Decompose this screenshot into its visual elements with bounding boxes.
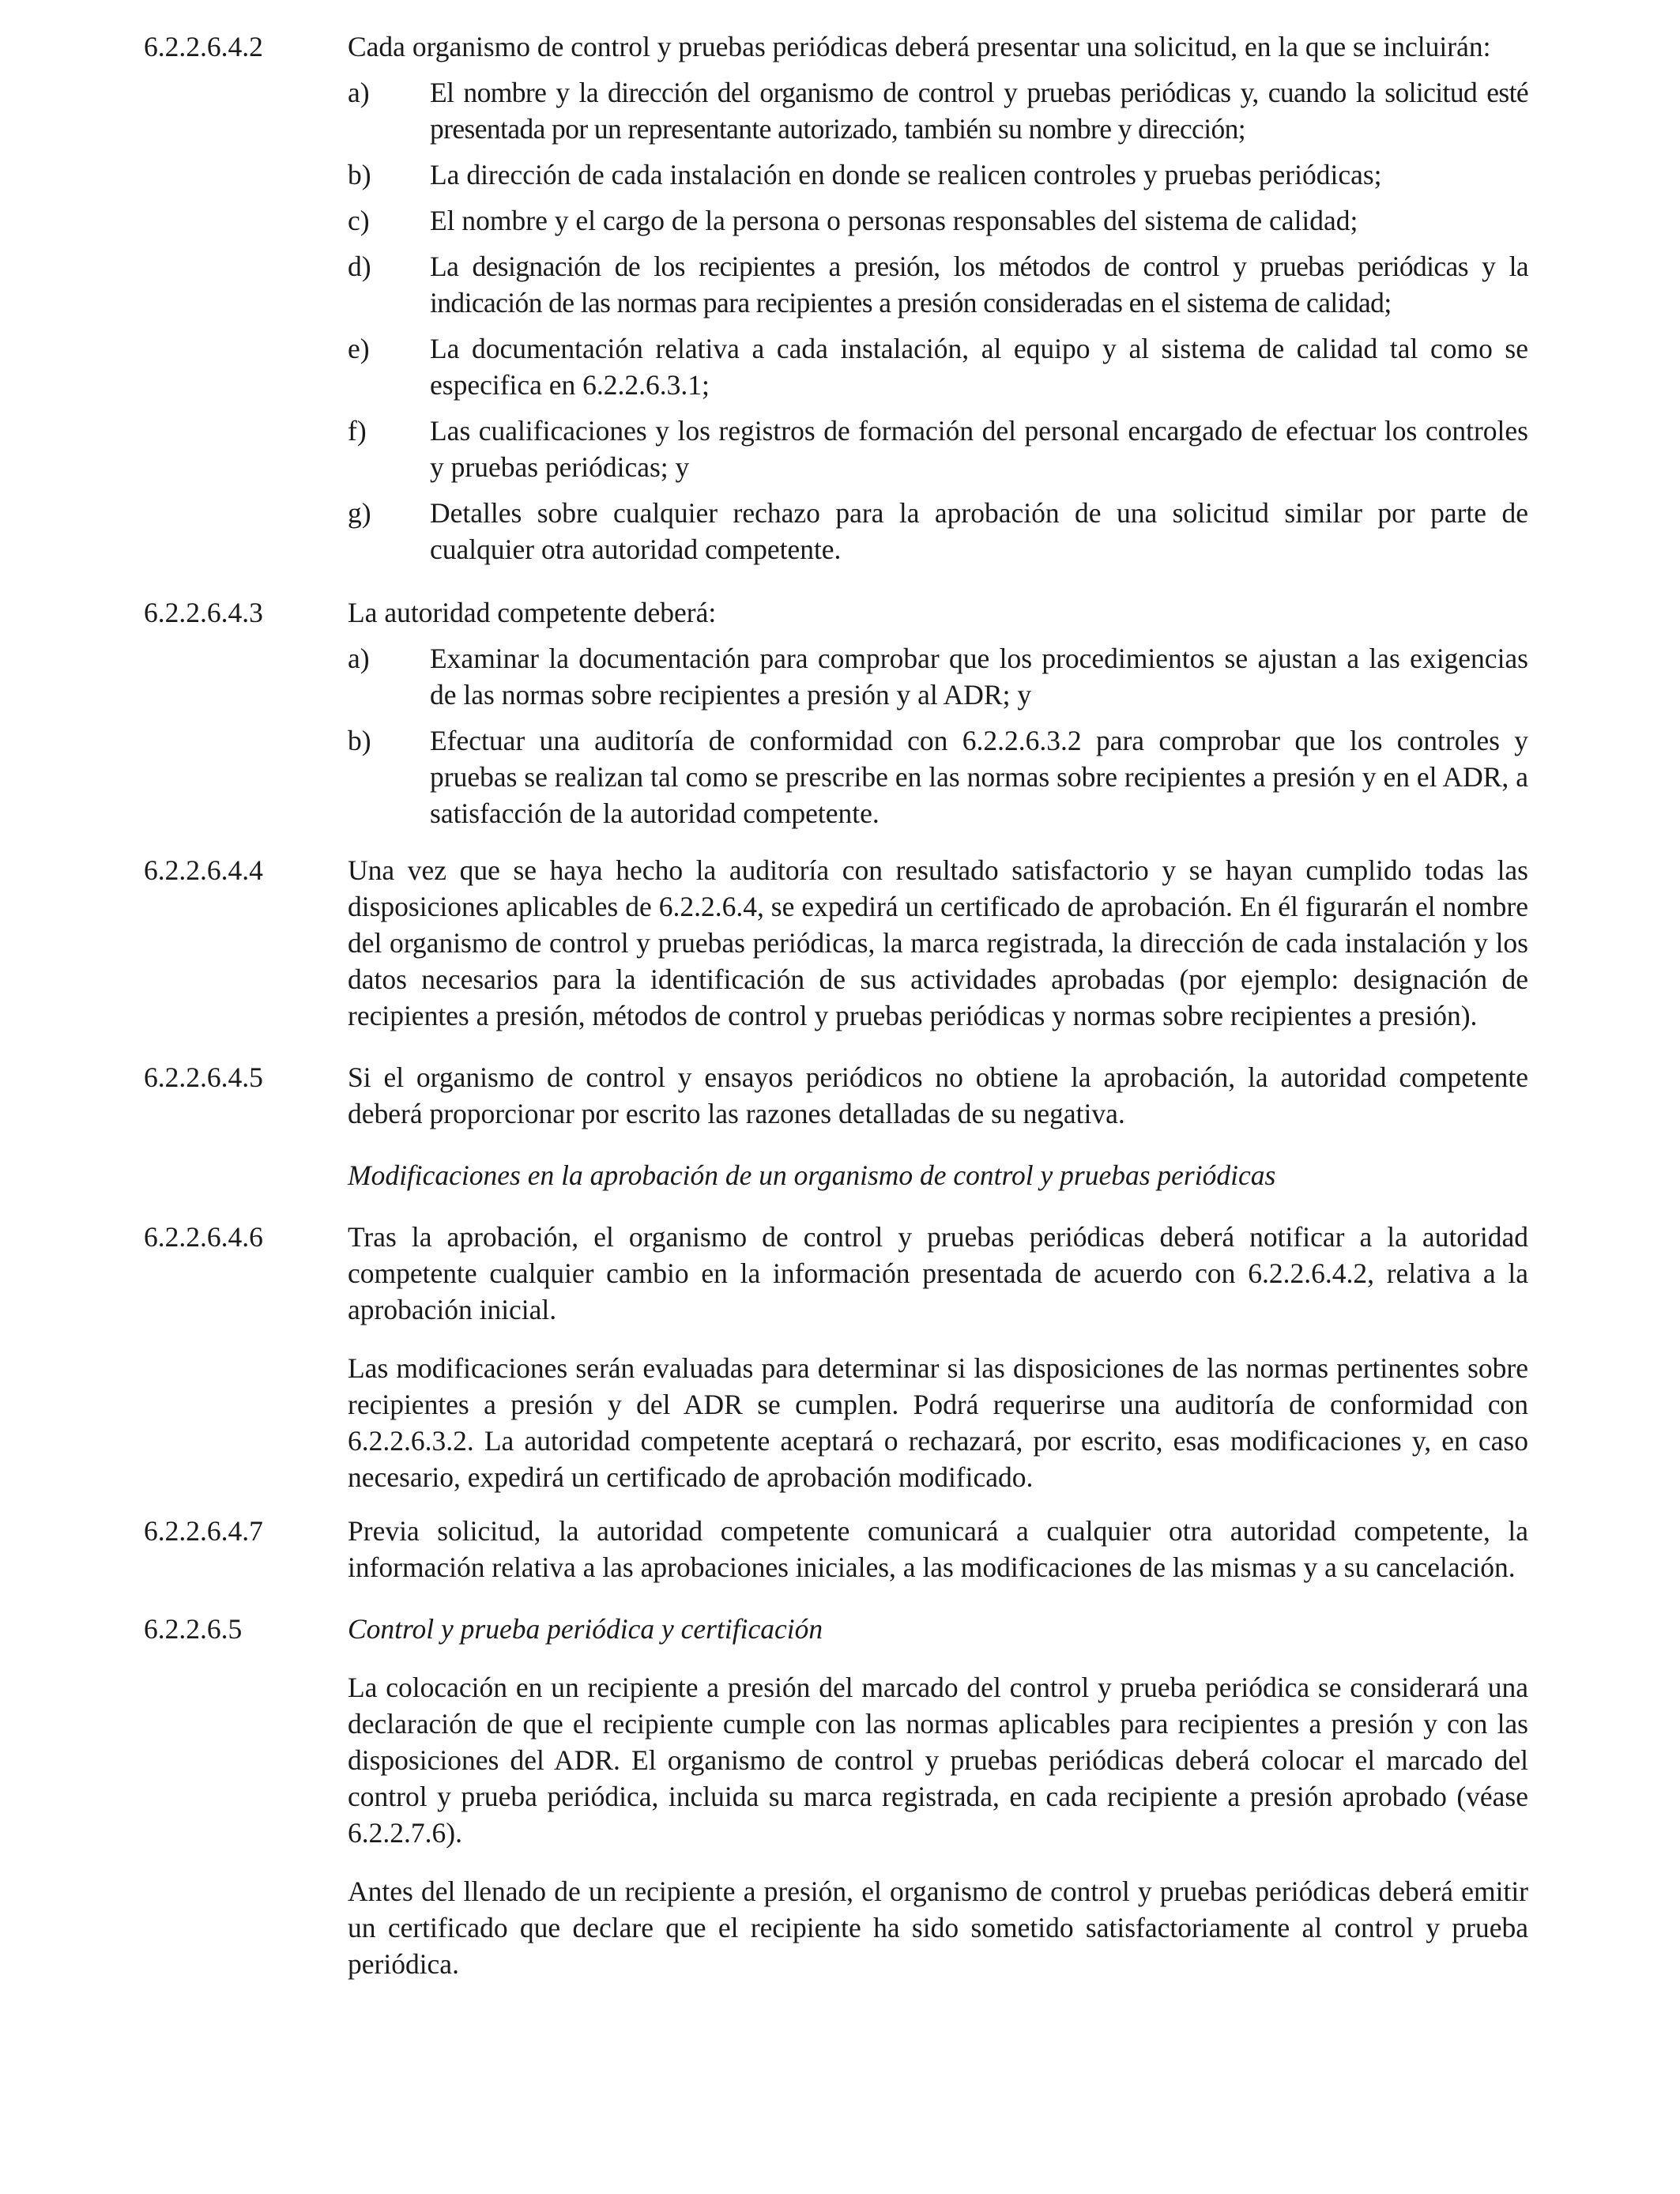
section-body (348, 28, 1528, 577)
section-text: Una vez que se haya hecho la auditoría con resultado satisfactorio y se hayan cumplido todas las disposiciones aplicables de 6.2.2.6.4, se expedirá un certificado de aprobación. En él figurarán el nombre del organismo de control y pruebas periódicas, la marca registrada, la dirección de cada instalación y los datos necesarios para la identificación de sus actividades aprobadas (por ejemplo: designación de recipientes a presión, métodos de control y pruebas periódicas y normas sobre recipientes a presión). (348, 854, 1528, 1031)
list-item (348, 202, 1528, 239)
item-text: Detalles sobre cualquier rechazo para la aprobación de una solicitud similar por parte de cualquier otra autoridad competente. (430, 497, 1528, 565)
section-body (348, 1611, 1528, 1982)
section-body (348, 1219, 1528, 1495)
section-6-2-2-6-4-5 (144, 1059, 1528, 1132)
section-heading: Control y prueba periódica y certificación (348, 1613, 823, 1645)
list-item (348, 640, 1528, 713)
section-6-2-2-6-4-6 (144, 1219, 1528, 1495)
section-6-2-2-6-5 (144, 1611, 1528, 1982)
list-item (348, 156, 1528, 193)
requirements-list (348, 74, 1528, 567)
section-number: 6.2.2.6.4.6 (144, 1221, 263, 1253)
section-text: Previa solicitud, la autoridad competente comunicará a cualquier otra autoridad competente, la información relativa a las aprobaciones iniciales, a las modificaciones de las mismas y a su cancelación. (348, 1515, 1528, 1583)
item-text: La designación de los recipientes a presión, los métodos de control y pruebas periódicas y la indicación de las normas para recipientes a presión consideradas en el sistema de calidad; (430, 251, 1528, 319)
section-text: Las modificaciones serán evaluadas para determinar si las disposiciones de las normas pertinentes sobre recipientes a presión y del ADR se cumplen. Podrá requerirse una auditoría de conformidad con 6.2.2.6.3.2. La autoridad competente aceptará o rechazará, por escrito, esas modificaciones y, en caso necesario, expedirá un certificado de aprobación modificado. (348, 1352, 1528, 1493)
item-label: f) (348, 415, 367, 447)
list-item (348, 413, 1528, 485)
item-label: b) (348, 725, 371, 756)
item-label: e) (348, 333, 370, 364)
item-text: La dirección de cada instalación en donde se realicen controles y pruebas periódicas; (430, 159, 1382, 190)
section-body (348, 594, 1528, 841)
section-intro: Cada organismo de control y pruebas periódicas deberá presentar una solicitud, en la que se incluirán: (348, 31, 1491, 62)
item-text: El nombre y el cargo de la persona o personas responsables del sistema de calidad; (430, 205, 1358, 236)
requirements-list (348, 640, 1528, 831)
section-body (348, 852, 1528, 1034)
item-text: Las cualificaciones y los registros de formación del personal encargado de efectuar los controles y pruebas periódicas; y (430, 415, 1528, 483)
section-number: 6.2.2.6.4.7 (144, 1515, 263, 1547)
section-6-2-2-6-4-2 (144, 28, 1528, 577)
section-number: 6.2.2.6.4.3 (144, 597, 263, 628)
section-number: 6.2.2.6.4.4 (144, 854, 263, 886)
subheading-text: Modificaciones en la aprobación de un organismo de control y pruebas periódicas (348, 1159, 1276, 1191)
list-item (348, 74, 1528, 147)
section-number: 6.2.2.6.4.2 (144, 31, 263, 62)
section-intro: La autoridad competente deberá: (348, 597, 717, 628)
section-body (348, 1059, 1528, 1132)
section-6-2-2-6-4-3 (144, 594, 1528, 841)
subheading-modificaciones (144, 1157, 1528, 1193)
list-item (348, 722, 1528, 831)
item-text: Efectuar una auditoría de conformidad con 6.2.2.6.3.2 para comprobar que los controles y pruebas se realizan tal como se prescribe en las normas sobre recipientes a presión y en el ADR, a satisfacción de la autoridad competente. (430, 725, 1528, 829)
item-text: Examinar la documentación para comprobar que los procedimientos se ajustan a las exigencias de las normas sobre recipientes a presión y al ADR; y (430, 643, 1528, 711)
section-text: Antes del llenado de un recipiente a presión, el organismo de control y pruebas periódicas deberá emitir un certificado que declare que el recipiente ha sido sometido satisfactoriamente al control y prueba periódica. (348, 1875, 1528, 1980)
section-6-2-2-6-4-4 (144, 852, 1528, 1034)
item-label: g) (348, 497, 371, 529)
section-text: La colocación en un recipiente a presión del marcado del control y prueba periódica se considerará una declaración de que el recipiente cumple con las normas aplicables para recipientes a presión y con las disposiciones del ADR. El organismo de control y pruebas periódicas deberá colocar el marcado del control y prueba periódica, incluida su marca registrada, en cada recipiente a presión aprobado (véase 6.2.2.7.6). (348, 1672, 1528, 1849)
section-text: Si el organismo de control y ensayos periódicos no obtiene la aprobación, la autoridad competente deberá proporcionar por escrito las razones detalladas de su negativa. (348, 1061, 1528, 1129)
list-item (348, 330, 1528, 403)
list-item (348, 248, 1528, 321)
item-text: El nombre y la dirección del organismo de control y pruebas periódicas y, cuando la solicitud esté presentada por un representante autorizado, también su nombre y dirección; (430, 77, 1528, 145)
item-label: a) (348, 77, 370, 108)
section-body (348, 1513, 1528, 1585)
section-number: 6.2.2.6.4.5 (144, 1061, 263, 1093)
section-number: 6.2.2.6.5 (144, 1613, 243, 1645)
section-text: Tras la aprobación, el organismo de control y pruebas periódicas deberá notificar a la autoridad competente cualquier cambio en la información presentada de acuerdo con 6.2.2.6.4.2, relativa a la aprobación inicial. (348, 1221, 1528, 1325)
item-label: a) (348, 643, 370, 674)
list-item (348, 495, 1528, 567)
item-label: b) (348, 159, 371, 190)
section-6-2-2-6-4-7 (144, 1513, 1528, 1585)
item-text: La documentación relativa a cada instalación, al equipo y al sistema de calidad tal como se especifica en 6.2.2.6.3.1; (430, 333, 1528, 401)
item-label: c) (348, 205, 370, 236)
item-label: d) (348, 251, 371, 282)
